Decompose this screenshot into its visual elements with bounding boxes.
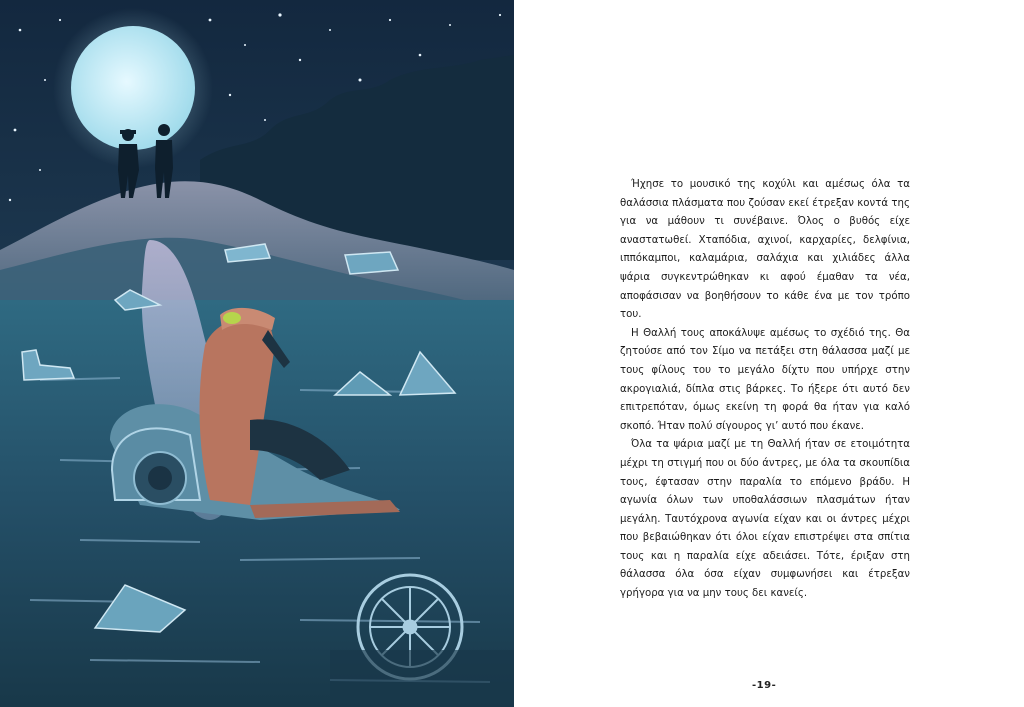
- story-text: [620, 176, 910, 604]
- text-page: [514, 0, 1024, 707]
- paragraph-1: Ήχησε το μουσικό της κοχύλι και αμέσως όλα τα θαλάσσια πλάσματα που ζούσαν εκεί έτρεξαν κοντά της για να μάθουν τι συνέβαινε. Όλος ο βυθός είχε αναστατωθεί. Χταπόδια, αχινοί, καρχαρίες, δελφίνια, ιππόκαμποι, καλαμάρια, σαλάχια και χιλιάδες άλλα ψάρια συγκεντρώθηκαν κι αφού έμαθαν τα νέα, αποφάσισαν να βοηθήσουν το κάθε ένα με τον τρόπο του.: [620, 179, 910, 321]
- paragraph-2: Η Θαλλή τους αποκάλυψε αμέσως το σχέδιό της. Θα ζητούσε από τον Σίμο να πετάξει στη θάλασσα μαζί με τους φίλους του το μεγάλο δίχτυ που υπήρχε στην ακρογιαλιά, δίπλα στις βάρκες. Το ήξερε ότι αυτό δεν επιτρεπόταν, όμως εκείνη τη φορά θα ήταν για καλό σκοπό. Ήταν πολύ σίγουρος γι’ αυτό που έκανε.: [620, 327, 910, 432]
- paragraph-3: Όλα τα ψάρια μαζί με τη Θαλλή ήταν σε ετοιμότητα μέχρι τη στιγμή που οι δύο άντρες, με όλα τα σκουπίδια τους, έφτασαν στην παραλία το επόμενο βράδυ. Η αγωνία όλων των υποθαλάσσιων πλασμάτων ήταν μεγάλη. Ταυτόχρονα αγωνία είχαν και οι άντρες μέχρι που βεβαιώθηκαν ότι όλοι είχαν επιστρέψει στα σπίτια τους και η παραλία είχε αδειάσει. Τότε, έριξαν στη θάλασσα όλα όσα είχαν συμφωνήσει και έτρεξαν γρήγορα για να μην τους δει κανείς.: [620, 439, 910, 600]
- page-number: -19-: [752, 680, 777, 691]
